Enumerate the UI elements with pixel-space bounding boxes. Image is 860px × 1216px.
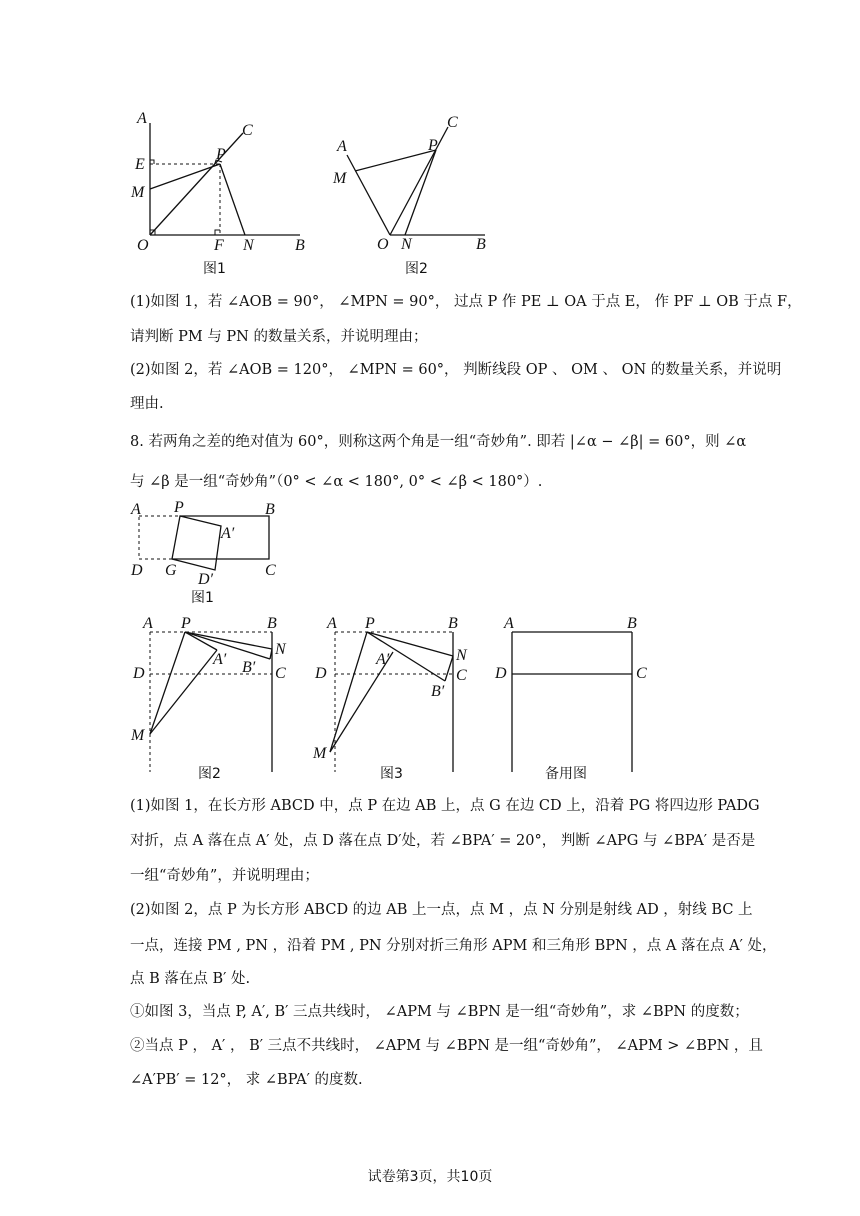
label-M: M (131, 184, 145, 201)
segment-PM (150, 164, 220, 189)
figure-q8-spare (490, 612, 660, 782)
caption: 图2 (405, 261, 428, 277)
label-B: B (265, 501, 275, 518)
figure-q8-fig2 (125, 612, 295, 782)
label-N: N (456, 647, 467, 664)
segment-PM (330, 632, 367, 752)
segment-PN (220, 164, 245, 235)
q7-part1-line1: (1)如图 1，若 ∠AOB = 90°， ∠MPN = 90°， 过点 P 作 PE ⊥ OA 于点 E， 作 PF ⊥ OB 于点 F， (130, 294, 802, 310)
q7-part1-line2: 请判断 PM 与 PN 的数量关系，并说明理由； (130, 329, 428, 345)
label-C: C (447, 114, 458, 131)
q8-part2-line1: (2)如图 2，点 P 为长方形 ABCD 的边 AB 上一点，点 M ，点 N 分别是射线 AD ，射线 BC 上 (130, 902, 753, 918)
label-D: D (315, 665, 327, 682)
label-A-prime: A′ (213, 651, 227, 668)
label-A: A (137, 110, 147, 127)
label-B: B (476, 236, 486, 253)
label-F: F (214, 237, 224, 254)
label-D: D (133, 665, 145, 682)
label-C: C (242, 122, 253, 139)
caption: 图1 (191, 590, 214, 606)
label-C: C (265, 562, 276, 579)
segment-A1M (150, 650, 217, 734)
figure-q7-fig2 (325, 105, 505, 280)
caption: 图1 (203, 261, 226, 277)
segment-PN (405, 150, 436, 235)
label-N: N (275, 641, 286, 658)
label-A: A (504, 615, 514, 632)
page-footer: 试卷第3页，共10页 (367, 1169, 493, 1185)
q8-stem-line2: 与 ∠β 是一组“奇妙角”（0° < ∠α < 180°, 0° < ∠β < 180°）. (130, 474, 543, 490)
label-E: E (135, 156, 145, 173)
q8-stem-line1: 8. 若两角之差的绝对值为 60°，则称这两个角是一组“奇妙角”. 即若 |∠α − ∠β| = 60°，则 ∠α (130, 434, 747, 450)
q8-part2-line3: 点 B 落在点 B′ 处. (130, 971, 251, 987)
label-M: M (313, 745, 327, 762)
label-A-prime: A′ (376, 651, 390, 668)
label-G: G (165, 562, 177, 579)
label-A: A (337, 138, 347, 155)
label-M: M (131, 727, 145, 744)
label-B: B (627, 615, 637, 632)
label-P: P (428, 137, 438, 154)
ray-OC (390, 127, 448, 235)
q8-part1-line1: (1)如图 1，在长方形 ABCD 中，点 P 在边 AB 上，点 G 在边 CD 上，沿着 PG 将四边形 PADG (130, 798, 760, 814)
label-C: C (275, 665, 286, 682)
label-O: O (377, 236, 389, 253)
label-B: B (295, 237, 305, 254)
segment-PM (355, 150, 436, 171)
label-D: D (495, 665, 507, 682)
label-B-prime: B′ (242, 659, 256, 676)
caption: 备用图 (545, 766, 587, 782)
label-M: M (333, 170, 347, 187)
caption: 图3 (380, 766, 403, 782)
q7-part2-line2: 理由. (130, 396, 164, 412)
label-A: A (131, 501, 141, 518)
label-B: B (448, 615, 458, 632)
label-C: C (636, 665, 647, 682)
label-A-prime: A′ (221, 525, 235, 542)
right-angle-F (215, 230, 220, 235)
label-P: P (365, 615, 375, 632)
q8-part2-line2: 一点，连接 PM , PN ，沿着 PM , PN 分别对折三角形 APM 和三角形 BPN ，点 A 落在点 A′ 处， (130, 938, 777, 954)
segment-B1N (445, 656, 453, 681)
folded-quadrilateral (172, 516, 221, 570)
label-D-prime: D′ (198, 571, 214, 588)
segment-PM (150, 632, 185, 734)
label-C: C (456, 667, 467, 684)
label-N: N (401, 236, 412, 253)
label-A: A (143, 615, 153, 632)
label-B: B (267, 615, 277, 632)
label-P: P (216, 146, 226, 163)
q8-part1-line2: 对折，点 A 落在点 A′ 处，点 D 落在点 D′处，若 ∠BPA′ = 20°， 判断 ∠APG 与 ∠BPA′ 是否是 (130, 833, 756, 849)
figure-q8-fig1 (125, 498, 295, 608)
q8-part2-sub2-line2: ∠A′PB′ = 12°， 求 ∠BPA′ 的度数. (130, 1072, 363, 1088)
caption: 图2 (198, 766, 221, 782)
figure-q8-fig3 (305, 612, 485, 782)
figure-q7-fig1 (125, 105, 325, 280)
q8-part2-sub2-line1: ②当点 P ， A′ ， B′ 三点不共线时， ∠APM 与 ∠BPN 是一组“奇妙角”， ∠APM > ∠BPN ，且 (130, 1038, 763, 1054)
q7-part2-line1: (2)如图 2，若 ∠AOB = 120°， ∠MPN = 60°， 判断线段 OP 、 OM 、 ON 的数量关系，并说明 (130, 362, 782, 378)
label-A: A (327, 615, 337, 632)
label-P: P (174, 499, 184, 516)
label-D: D (131, 562, 143, 579)
label-O: O (137, 237, 149, 254)
label-P: P (181, 615, 191, 632)
q8-part1-line3: 一组“奇妙角”，并说明理由； (130, 868, 319, 884)
label-N: N (243, 237, 254, 254)
q8-part2-sub1: ①如图 3，当点 P, A′, B′ 三点共线时， ∠APM 与 ∠BPN 是一组“奇妙角”，求 ∠BPN 的度数； (130, 1004, 749, 1020)
label-B-prime: B′ (431, 683, 445, 700)
